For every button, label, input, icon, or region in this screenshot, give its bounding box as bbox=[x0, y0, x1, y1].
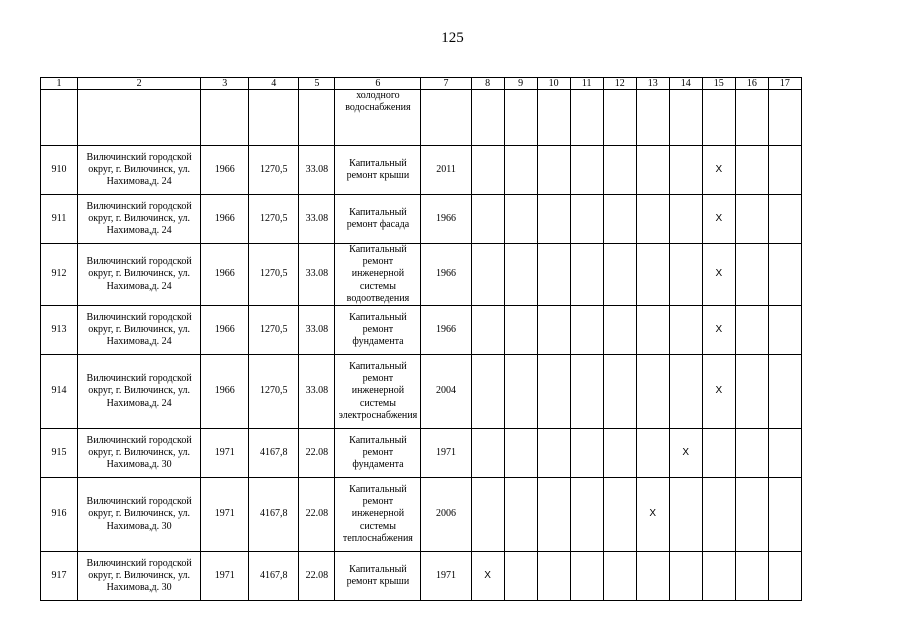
cell-empty bbox=[768, 355, 801, 429]
cell-empty bbox=[537, 195, 570, 244]
row-number: 913 bbox=[41, 306, 78, 355]
cell-empty bbox=[768, 90, 801, 146]
address-cell: Вилючинский городской округ, г. Вилючинск, ул. Нахимова,д. 24 bbox=[78, 244, 201, 306]
wear-cell: 33.08 bbox=[299, 244, 335, 306]
cell-empty bbox=[603, 244, 636, 306]
column-header: 12 bbox=[603, 78, 636, 90]
cell-empty bbox=[636, 429, 669, 478]
wear-cell: 33.08 bbox=[299, 355, 335, 429]
area-cell: 4167,8 bbox=[249, 478, 299, 552]
cell-empty bbox=[299, 90, 335, 146]
cell-empty bbox=[669, 552, 702, 601]
column-header: 1 bbox=[41, 78, 78, 90]
cell-empty bbox=[735, 306, 768, 355]
cell-empty bbox=[504, 355, 537, 429]
work-type-cell: Капитальный ремонт инженерной системы теплоснабжения bbox=[335, 478, 421, 552]
wear-cell: 22.08 bbox=[299, 552, 335, 601]
cell-empty bbox=[636, 195, 669, 244]
cell-empty bbox=[537, 90, 570, 146]
cell-empty bbox=[735, 146, 768, 195]
row-number: 912 bbox=[41, 244, 78, 306]
cell-empty bbox=[735, 90, 768, 146]
column-header: 9 bbox=[504, 78, 537, 90]
address-cell: Вилючинский городской округ, г. Вилючинск, ул. Нахимова,д. 30 bbox=[78, 552, 201, 601]
column-header: 3 bbox=[201, 78, 249, 90]
row-number: 911 bbox=[41, 195, 78, 244]
work-type-cell: Капитальный ремонт фасада bbox=[335, 195, 421, 244]
repair-mark-col-15: X bbox=[702, 146, 735, 195]
column-header: 13 bbox=[636, 78, 669, 90]
cell-empty bbox=[570, 355, 603, 429]
row-number: 910 bbox=[41, 146, 78, 195]
area-cell: 1270,5 bbox=[249, 244, 299, 306]
cell-empty bbox=[537, 552, 570, 601]
work-type-cell: Капитальный ремонт инженерной системы водоотведения bbox=[335, 244, 421, 306]
cell-empty bbox=[78, 90, 201, 146]
cell-empty bbox=[504, 429, 537, 478]
wear-cell: 22.08 bbox=[299, 429, 335, 478]
cell-empty bbox=[603, 306, 636, 355]
repair-mark-col-8: X bbox=[471, 552, 504, 601]
cell-empty bbox=[537, 146, 570, 195]
cell-empty bbox=[768, 552, 801, 601]
last-repair-year-cell: 2006 bbox=[421, 478, 471, 552]
cell-empty bbox=[537, 306, 570, 355]
wear-cell: 33.08 bbox=[299, 195, 335, 244]
last-repair-year-cell: 2011 bbox=[421, 146, 471, 195]
cell-empty bbox=[504, 90, 537, 146]
column-header: 7 bbox=[421, 78, 471, 90]
work-type-cell: Капитальный ремонт фундамента bbox=[335, 306, 421, 355]
table-row bbox=[41, 306, 802, 355]
row-number: 914 bbox=[41, 355, 78, 429]
area-cell: 1270,5 bbox=[249, 355, 299, 429]
repair-mark-col-13: X bbox=[636, 478, 669, 552]
area-cell: 4167,8 bbox=[249, 429, 299, 478]
cell-empty bbox=[570, 478, 603, 552]
table-row bbox=[41, 478, 802, 552]
cell-empty bbox=[504, 478, 537, 552]
cell-empty bbox=[471, 244, 504, 306]
column-header: 11 bbox=[570, 78, 603, 90]
repair-mark-col-15: X bbox=[702, 195, 735, 244]
last-repair-year-cell: 1966 bbox=[421, 195, 471, 244]
area-cell: 1270,5 bbox=[249, 195, 299, 244]
page-number: 125 bbox=[441, 30, 464, 46]
last-repair-year-cell: 1971 bbox=[421, 429, 471, 478]
table-row bbox=[41, 552, 802, 601]
build-year-cell: 1971 bbox=[201, 478, 249, 552]
cell-empty bbox=[669, 478, 702, 552]
cell-empty bbox=[570, 90, 603, 146]
cell-empty bbox=[537, 355, 570, 429]
cell-empty bbox=[471, 478, 504, 552]
cell-empty bbox=[603, 90, 636, 146]
address-cell: Вилючинский городской округ, г. Вилючинск, ул. Нахимова,д. 30 bbox=[78, 429, 201, 478]
cell-empty bbox=[570, 552, 603, 601]
column-header: 2 bbox=[78, 78, 201, 90]
build-year-cell: 1966 bbox=[201, 244, 249, 306]
work-type-cell: Капитальный ремонт крыши bbox=[335, 552, 421, 601]
repair-mark-col-15: X bbox=[702, 244, 735, 306]
work-type-cell: Капитальный ремонт инженерной системы электроснабжения bbox=[335, 355, 421, 429]
last-repair-year-cell: 1966 bbox=[421, 306, 471, 355]
column-header: 5 bbox=[299, 78, 335, 90]
cell-empty bbox=[570, 146, 603, 195]
cell-empty bbox=[504, 146, 537, 195]
build-year-cell: 1971 bbox=[201, 552, 249, 601]
last-repair-year-cell: 2004 bbox=[421, 355, 471, 429]
repair-mark-col-14: X bbox=[669, 429, 702, 478]
cell-empty bbox=[636, 306, 669, 355]
table-row bbox=[41, 146, 802, 195]
cell-empty bbox=[669, 306, 702, 355]
table-row bbox=[41, 244, 802, 306]
cell-empty bbox=[537, 244, 570, 306]
cell-empty bbox=[504, 552, 537, 601]
cell-empty bbox=[471, 306, 504, 355]
cell-empty bbox=[421, 90, 471, 146]
cell-empty bbox=[735, 552, 768, 601]
cell-empty bbox=[570, 429, 603, 478]
cell-empty bbox=[603, 429, 636, 478]
table-row bbox=[41, 195, 802, 244]
cell-empty bbox=[249, 90, 299, 146]
cell-empty bbox=[603, 355, 636, 429]
wear-cell: 22.08 bbox=[299, 478, 335, 552]
cell-empty bbox=[570, 306, 603, 355]
column-number-header-row bbox=[41, 78, 802, 90]
cell-empty bbox=[669, 146, 702, 195]
cell-empty bbox=[702, 429, 735, 478]
cell-empty bbox=[471, 355, 504, 429]
cell-empty bbox=[636, 355, 669, 429]
wear-cell: 33.08 bbox=[299, 306, 335, 355]
cell-empty bbox=[471, 146, 504, 195]
build-year-cell: 1971 bbox=[201, 429, 249, 478]
cell-empty bbox=[636, 90, 669, 146]
cell-empty bbox=[669, 244, 702, 306]
address-cell: Вилючинский городской округ, г. Вилючинск, ул. Нахимова,д. 24 bbox=[78, 195, 201, 244]
wear-cell: 33.08 bbox=[299, 146, 335, 195]
address-cell: Вилючинский городской округ, г. Вилючинск, ул. Нахимова,д. 24 bbox=[78, 306, 201, 355]
cell-empty bbox=[504, 244, 537, 306]
column-header: 15 bbox=[702, 78, 735, 90]
cell-empty bbox=[702, 478, 735, 552]
cell-empty bbox=[669, 355, 702, 429]
column-header: 17 bbox=[768, 78, 801, 90]
cell-empty bbox=[603, 552, 636, 601]
cell-empty bbox=[735, 429, 768, 478]
cell-empty bbox=[702, 552, 735, 601]
cell-empty bbox=[768, 478, 801, 552]
cell-empty bbox=[537, 429, 570, 478]
cell-empty bbox=[735, 195, 768, 244]
build-year-cell: 1966 bbox=[201, 146, 249, 195]
cell-empty bbox=[471, 90, 504, 146]
cell-empty bbox=[504, 306, 537, 355]
area-cell: 1270,5 bbox=[249, 146, 299, 195]
cell-empty bbox=[471, 195, 504, 244]
row-number: 916 bbox=[41, 478, 78, 552]
cell-empty bbox=[669, 195, 702, 244]
address-cell: Вилючинский городской округ, г. Вилючинск, ул. Нахимова,д. 24 bbox=[78, 146, 201, 195]
cell-empty bbox=[636, 244, 669, 306]
cell-empty bbox=[669, 90, 702, 146]
column-header: 8 bbox=[471, 78, 504, 90]
table-body bbox=[41, 78, 802, 601]
cell-empty bbox=[735, 478, 768, 552]
cell-empty bbox=[768, 306, 801, 355]
address-cell: Вилючинский городской округ, г. Вилючинск, ул. Нахимова,д. 30 bbox=[78, 478, 201, 552]
row-number: 917 bbox=[41, 552, 78, 601]
build-year-cell: 1966 bbox=[201, 306, 249, 355]
table-row bbox=[41, 429, 802, 478]
continuation-text: холодного водоснабжения bbox=[335, 90, 421, 146]
repair-mark-col-15: X bbox=[702, 306, 735, 355]
repair-mark-col-15: X bbox=[702, 355, 735, 429]
build-year-cell: 1966 bbox=[201, 355, 249, 429]
last-repair-year-cell: 1966 bbox=[421, 244, 471, 306]
area-cell: 4167,8 bbox=[249, 552, 299, 601]
cell-empty bbox=[41, 90, 78, 146]
column-header: 16 bbox=[735, 78, 768, 90]
cell-empty bbox=[471, 429, 504, 478]
table-row bbox=[41, 355, 802, 429]
cell-empty bbox=[735, 244, 768, 306]
cell-empty bbox=[768, 244, 801, 306]
repair-schedule-table bbox=[40, 77, 802, 601]
work-type-cell: Капитальный ремонт фундамента bbox=[335, 429, 421, 478]
cell-empty bbox=[636, 552, 669, 601]
cell-empty bbox=[570, 195, 603, 244]
cell-empty bbox=[768, 146, 801, 195]
cell-empty bbox=[603, 478, 636, 552]
cell-empty bbox=[537, 478, 570, 552]
last-repair-year-cell: 1971 bbox=[421, 552, 471, 601]
cell-empty bbox=[504, 195, 537, 244]
cell-empty bbox=[735, 355, 768, 429]
build-year-cell: 1966 bbox=[201, 195, 249, 244]
cell-empty bbox=[636, 146, 669, 195]
continuation-row bbox=[41, 90, 802, 146]
column-header: 4 bbox=[249, 78, 299, 90]
area-cell: 1270,5 bbox=[249, 306, 299, 355]
cell-empty bbox=[603, 195, 636, 244]
cell-empty bbox=[201, 90, 249, 146]
cell-empty bbox=[768, 195, 801, 244]
column-header: 14 bbox=[669, 78, 702, 90]
cell-empty bbox=[768, 429, 801, 478]
cell-empty bbox=[603, 146, 636, 195]
column-header: 10 bbox=[537, 78, 570, 90]
work-type-cell: Капитальный ремонт крыши bbox=[335, 146, 421, 195]
row-number: 915 bbox=[41, 429, 78, 478]
address-cell: Вилючинский городской округ, г. Вилючинск, ул. Нахимова,д. 24 bbox=[78, 355, 201, 429]
column-header: 6 bbox=[335, 78, 421, 90]
cell-empty bbox=[702, 90, 735, 146]
cell-empty bbox=[570, 244, 603, 306]
